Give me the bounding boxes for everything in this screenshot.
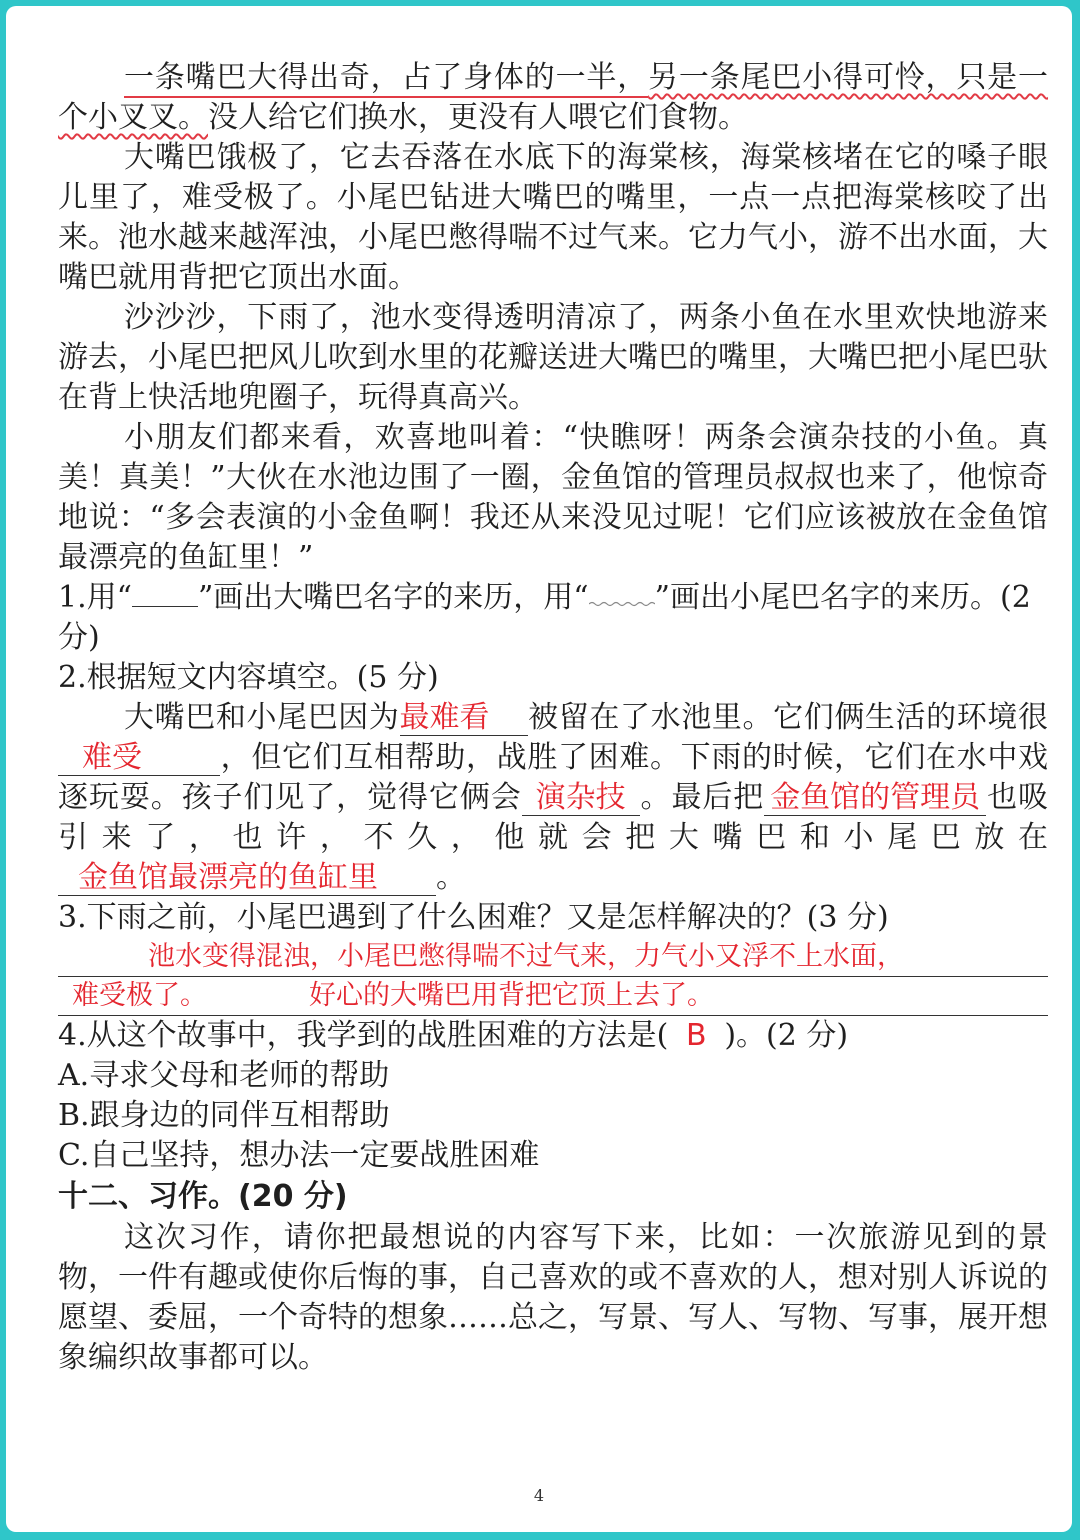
q2-text-2: 被留在了水池里。它们俩生活的环境很 xyxy=(527,700,1049,735)
question-3-answer-line-2[interactable] xyxy=(58,977,1048,1016)
q2-text-5: 也吸引来了，也许，不久，他就会把大嘴巴和小尾巴放在 xyxy=(58,780,1049,855)
q2-text-3: ，但它们互相帮助，战胜了困难。下雨的时候，它们在水中戏逐玩耍。孩子们见了，觉得它俩会 xyxy=(58,740,1048,815)
question-2-fill-paragraph xyxy=(58,698,1048,898)
worksheet-content xyxy=(58,58,1048,1378)
passage-paragraph-1 xyxy=(58,58,1048,138)
question-1-text-b: ”画出大嘴巴名字的来历，用“ xyxy=(197,580,589,615)
question-1-text-c: ”画出小尾巴名字的来历。(2 分) xyxy=(58,580,1031,655)
question-1 xyxy=(58,578,1048,658)
answer-blank-3[interactable]: 演杂技 xyxy=(522,781,640,816)
q2-text-4: 。最后把 xyxy=(639,780,765,815)
answer-blank-5[interactable]: 金鱼馆最漂亮的鱼缸里 xyxy=(58,861,436,896)
small-tail-origin-wavy-underline: 另一条尾巴小得可怜，只是一个小叉叉。 xyxy=(58,60,1049,135)
big-mouth-origin-underline: 一条嘴巴大得出奇，占了身体的一半， xyxy=(124,60,648,98)
question-2-title: 2.根据短文内容填空。(5 分) xyxy=(58,660,439,695)
question-4-stem xyxy=(58,1016,1048,1056)
question-4-stem-before: 4.从这个故事中，我学到的战胜困难的方法是( xyxy=(58,1018,669,1053)
question-3-answer-part-a: 难受极了。 xyxy=(72,980,207,1011)
question-3-title: 3.下雨之前，小尾巴遇到了什么困难？又是怎样解决的？(3 分) xyxy=(58,900,889,935)
wavy-line-sample xyxy=(589,583,655,607)
page-number: 4 xyxy=(533,1486,545,1505)
section-12-heading: 十二、习作。(20 分) xyxy=(58,1179,348,1214)
passage-paragraph-4: 小朋友们都来看，欢喜地叫着：“快瞧呀！两条会演杂技的小鱼。真美！真美！”大伙在水池边围了一圈，金鱼馆的管理员叔叔也来了，他惊奇地说：“多会表演的小金鱼啊！我还从来没见过呢！它们应该被放在金鱼馆最漂亮的鱼缸里！” xyxy=(58,420,1048,575)
passage-paragraph-1-rest: 没人给它们换水，更没有人喂它们食物。 xyxy=(208,100,748,135)
q2-text-1: 大嘴巴和小尾巴因为 xyxy=(124,700,400,735)
straight-line-sample xyxy=(132,582,198,607)
question-1-text-a: 1.用“ xyxy=(58,580,132,615)
option-b[interactable]: B.跟身边的同伴互相帮助 xyxy=(58,1098,390,1133)
answer-blank-4[interactable]: 金鱼馆的管理员 xyxy=(764,781,986,816)
question-3-answer-line-1[interactable]: 池水变得混浊，小尾巴憋得喘不过气来，力气小又浮不上水面， xyxy=(58,938,1048,977)
answer-blank-1[interactable]: 最难看 xyxy=(400,701,528,736)
option-c[interactable]: C.自己坚持，想办法一定要战胜困难 xyxy=(58,1138,540,1173)
worksheet-page xyxy=(6,6,1072,1532)
question-3-answer-part-b: 好心的大嘴巴用背把它顶上去了。 xyxy=(309,980,714,1011)
passage-paragraph-2: 大嘴巴饿极了，它去吞落在水底下的海棠核，海棠核堵在它的嗓子眼儿里了，难受极了。小尾巴钻进大嘴巴的嘴里，一点一点把海棠核咬了出来。池水越来越浑浊，小尾巴憋得喘不过气来。它力气小，游不出水面，大嘴巴就用背把它顶出水面。 xyxy=(58,140,1048,295)
answer-blank-2[interactable]: 难受 xyxy=(58,741,220,776)
question-4-answer[interactable]: B xyxy=(686,1018,707,1053)
passage-paragraph-3: 沙沙沙，下雨了，池水变得透明清凉了，两条小鱼在水里欢快地游来游去，小尾巴把风儿吹到水里的花瓣送进大嘴巴的嘴里，大嘴巴把小尾巴驮在背上快活地兜圈子，玩得真高兴。 xyxy=(58,300,1048,415)
q2-text-6: 。 xyxy=(436,860,466,895)
option-a[interactable]: A.寻求父母和老师的帮助 xyxy=(58,1058,390,1093)
section-12-prompt: 这次习作，请你把最想说的内容写下来，比如：一次旅游见到的景物，一件有趣或使你后悔的事，自己喜欢的或不喜欢的人，想对别人诉说的愿望、委屈，一个奇特的想象……总之，写景、写人、写物、写事，展开想象编织故事都可以。 xyxy=(58,1220,1048,1375)
question-4-stem-after: )。(2 分) xyxy=(724,1018,849,1053)
